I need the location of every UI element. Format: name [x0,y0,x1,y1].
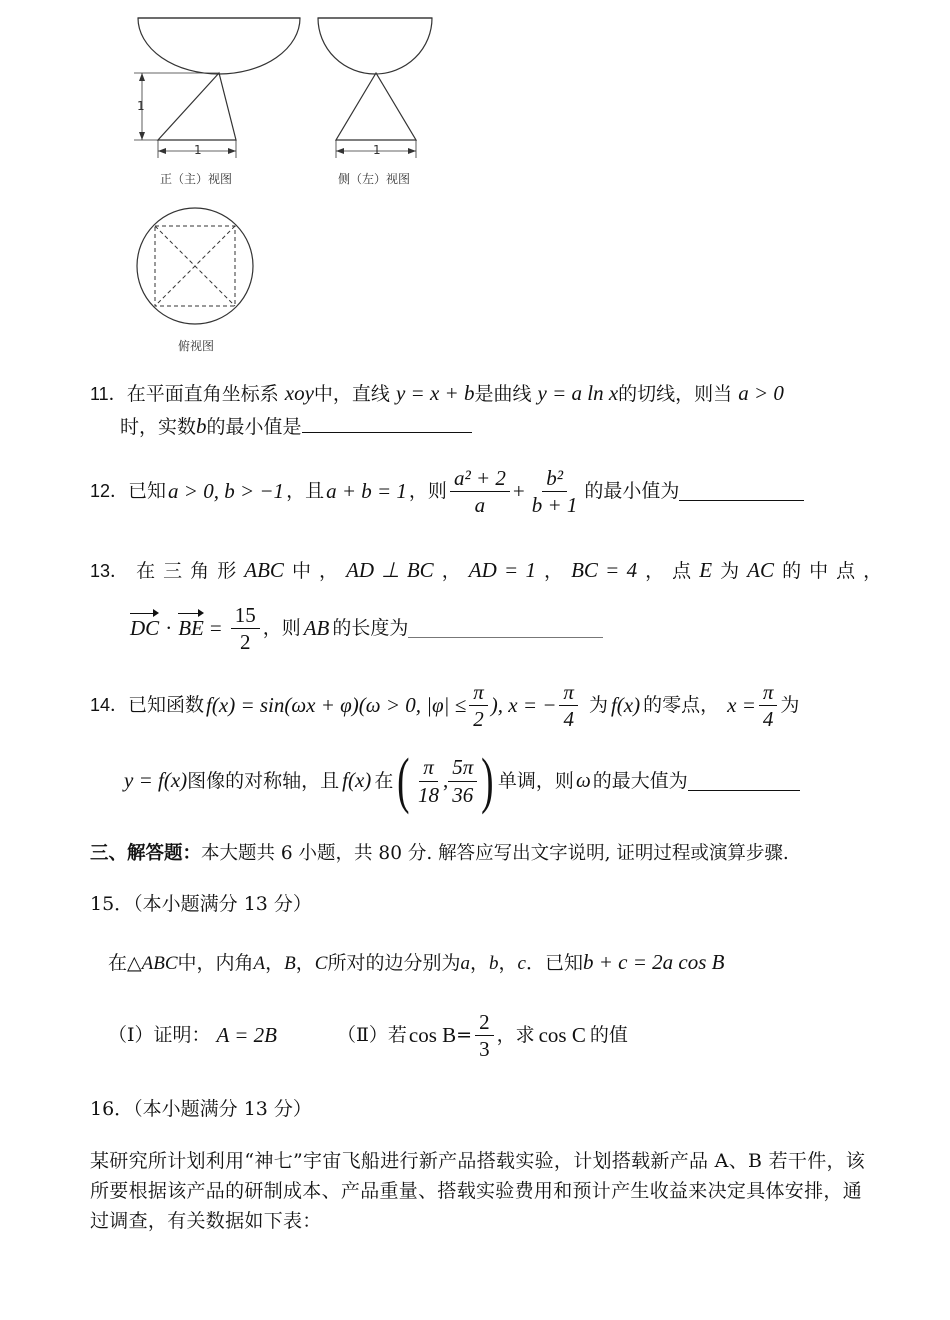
side-view-caption: 侧（左）视图 [338,172,411,186]
q16-header: 16．（本小题满分 13 分） [90,1098,312,1120]
vector-dc: DC [130,616,160,641]
side-triangle [336,73,416,140]
q13-line1: 13． 在 三 角 形 ABC 中 ， AD ⊥ BC ， AD = 1 ， BC = 4 ， 点 E 为 AC 的 中 点 ， [90,558,883,582]
q12-frac2: $\frac{\text{b²}}{b + 1}$ [531,466,578,518]
q14-line2: y = f(x) 图像的对称轴，且 f(x) 在 ( $\frac{\pi}{18}$ , $\frac{5\pi}{36}$ ) 单调，则 ω 的最大值为 [124,750,800,812]
q11-answer-blank [302,414,472,433]
section-3-heading: 三、解答题：本大题共 6 小题，共 80 分. 解答应写出文字说明, 证明过程或演算步骤. [90,843,789,864]
q15-parts: （Ⅰ）证明： A = 2B （Ⅱ）若 cos B = $\frac{2}{3}$ ，求 cos C 的值 [108,1010,628,1062]
q14-answer-blank [688,772,800,791]
q14-frac-pi-4a: $\frac{\pi}{4}$ [559,680,578,731]
dim-height-label: 1 [137,99,145,113]
dim-width-side-label: 1 [373,143,381,157]
q12-number: 12． [90,480,129,501]
front-semicircle [138,18,300,74]
q12-frac1: $\frac{\text{a² + 2}}{a}$ [450,466,510,517]
q12-answer-blank [679,482,804,501]
q13-answer-blank [408,619,603,638]
front-view-caption: 正（主）视图 [160,172,233,186]
q14-line1: 14． 已知函数 f(x) = sin(ωx + φ)(ω > 0, |φ| ≤ $\frac{\pi}{2}$ ), x = − $\frac{\pi}{4}$ 为 f(x) 的零点， x = $\frac{\pi}{4}$ 为 [90,680,800,732]
q11-line1: 11．在平面直角坐标系 xoy中，直线 y = x + b是曲线 y = a ln x的切线，则当 a > 0 [90,381,784,405]
q14-frac-pi-4b: $\frac{\pi}{4}$ [759,680,778,731]
q13-frac: $\frac{15}{2}$ [231,603,260,654]
q16-text: 某研究所计划利用“神七”宇宙飞船进行新产品搭载实验，计划搭载新产品 A、B 若干件，该所要根据该产品的研制成本、产品重量、搭载实验费用和预计产生收益来决定具体安排，通过调查，有关数据如下表： [90,1150,866,1232]
q11-number: 11． [90,384,127,404]
q15-frac: $\frac{2}{3}$ [475,1010,494,1061]
q15-statement: 在△ABC中，内角A，B，C所对的边分别为a，b，c．已知b + c = 2a cos B [108,950,725,974]
dim-width-front-label: 1 [194,143,202,157]
front-triangle [158,73,236,140]
q14-number: 14． [90,694,129,715]
q13-line2: DC · BE = $\frac{15}{2}$ ，则 AB 的长度为 [130,603,603,654]
q14-frac-pi-2: $\frac{\pi}{2}$ [469,680,488,731]
q12-line: 12． 已知 a > 0, b > −1 ，且 a + b = 1 ，则 $\frac{\text{a² + 2}}{a}$ + $\frac{\text{b²}}{b + 1}$ 的最小值为 [90,466,804,517]
q14-interval-right: $\frac{5\pi}{36}$ [448,755,477,806]
top-view-caption: 俯视图 [178,339,215,353]
q15-header: 15．（本小题满分 13 分） [90,893,312,915]
q13-number: 13． [90,561,129,581]
q14-interval-left: $\frac{\pi}{18}$ [417,755,439,807]
side-semicircle [318,18,432,74]
vector-be: BE [178,616,204,641]
q11-line2: 时，实数b的最小值是 [120,414,472,439]
